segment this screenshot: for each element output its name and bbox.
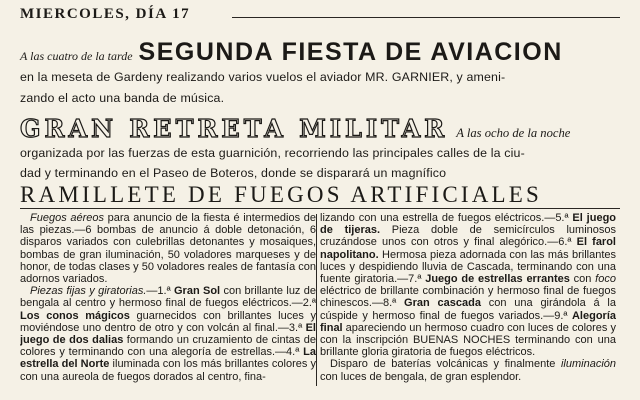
- event1-line3: zando el acto una banda de música.: [20, 91, 225, 105]
- event1-heading: [20, 38, 620, 68]
- right-text-f: con una girándola á la cúspide y hermoso final de fuegos variados.—9.ª: [320, 297, 616, 322]
- piece-alegoria-final: Alegoría final: [320, 309, 616, 334]
- right-paragraph-1: [320, 212, 616, 358]
- iluminacion-word: iluminación: [560, 358, 616, 371]
- piece-farol-napolitano: El farol napolitano.: [320, 236, 616, 261]
- left-text-d: formando un cruzamiento de cintas de colores y terminando con una alegoría de estrellas.—4.ª: [20, 334, 316, 359]
- foco-word: foco: [595, 273, 616, 286]
- left-paragraph-2: [20, 285, 316, 383]
- column-divider: [316, 214, 317, 386]
- section-rule: [20, 208, 620, 209]
- event3-title: RAMILLETE DE FUEGOS ARTIFICIALES: [20, 182, 543, 207]
- piece-estrella-norte: La estrella del Norte: [20, 346, 316, 371]
- piece-conos-magicos: Los conos mágicos: [20, 309, 130, 322]
- event2-line2: organizada por las fuerzas de esta guarnición, recorriendo las principales calles de la ciu-: [20, 146, 525, 160]
- event1-time: A las cuatro de la tarde: [20, 49, 133, 63]
- event2-title: GRAN RETRETA MILITAR: [20, 114, 449, 143]
- right-column: [320, 212, 616, 397]
- left-column: [20, 212, 316, 397]
- piece-gran-sol: Gran Sol: [173, 285, 221, 298]
- piece-dos-dalias: El juego de dos dalias: [20, 321, 316, 347]
- event1-title: SEGUNDA FIESTA DE AVIACION: [138, 38, 563, 66]
- header-rule: [232, 17, 620, 18]
- right-text-d: con: [569, 273, 596, 286]
- right-text-a: lizando con una estrella de fuegos eléctricos.—5.ª: [320, 212, 573, 224]
- piece-estrellas-errantes: Juego de estrellas errantes: [425, 273, 570, 286]
- left-text-b: con brillante luz de bengala al centro y hermoso final de fuegos eléctricos.—2.ª: [20, 285, 316, 310]
- day-header-row: [20, 6, 620, 26]
- event2-heading: [20, 114, 620, 144]
- event2-time: A las ocho de la noche: [456, 126, 571, 140]
- left-paragraph-1: [20, 212, 316, 285]
- right-text-b: Pieza doble de semicírculos luminosos cruzándose unos con otros y final alegórico.—6.ª: [320, 224, 616, 249]
- fixed-pieces-label: Piezas fijas y giratorias.: [30, 285, 147, 298]
- right-text-c: Hermosa pieza adornada con las más brillantes luces y despidiendo lluvia de Cascada, terminando con una fuente giratoria.—7.ª: [320, 248, 616, 286]
- piece-gran-cascada: Gran cascada: [404, 297, 481, 310]
- aerial-fireworks-text: para anuncio de la fiesta é intermedios de las piezas.—6 bombas de anuncio á doble detonación, 6 disparos variados con culebrillas detonantes y mosaiques, bombas de gran iluminación, 50 voladores marqueses y de honor, de todas clases y 50 voladores reales de fantasía con adornos variados.: [20, 212, 316, 286]
- right-text-e: eléctrico de brillante combinación y hermoso final de fuegos chinescos.—8.ª: [320, 285, 616, 310]
- closing-text-a: Disparo de baterías volcánicas y finalmente: [330, 358, 561, 371]
- aerial-fireworks-label: Fuegos aéreos: [30, 212, 104, 224]
- right-text-g: apareciendo un hermoso cuadro con luces de colores y con la inscripción BUENAS NOCHES terminando con una brillante gloria giratoria de fuegos eléctricos.: [320, 321, 616, 359]
- event2-line3: dad y terminando en el Paseo de Boteros, donde se disparará un magnífico: [20, 166, 447, 180]
- left-text-e: iluminada con los más brillantes colores y con una aureola de fuegos dorados al centro, fina-: [20, 358, 316, 383]
- day-header: MIERCOLES, DÍA 17: [20, 6, 191, 22]
- fireworks-columns: [14, 212, 626, 397]
- left-text-c: guarnecidos con brillantes luces y moviéndose uno dentro de otro y con volcán al final.—3.ª: [20, 309, 316, 334]
- piece-juego-tijeras: El juego de tijeras.: [320, 212, 616, 237]
- closing-text-b: con luces de bengala, de gran esplendor.: [320, 370, 522, 383]
- right-paragraph-2: [320, 358, 616, 382]
- event1-line2: en la meseta de Gardeny realizando varios vuelos el aviador MR. GARNIER, y ameni-: [20, 70, 506, 84]
- left-text-a: —1.ª: [146, 285, 174, 298]
